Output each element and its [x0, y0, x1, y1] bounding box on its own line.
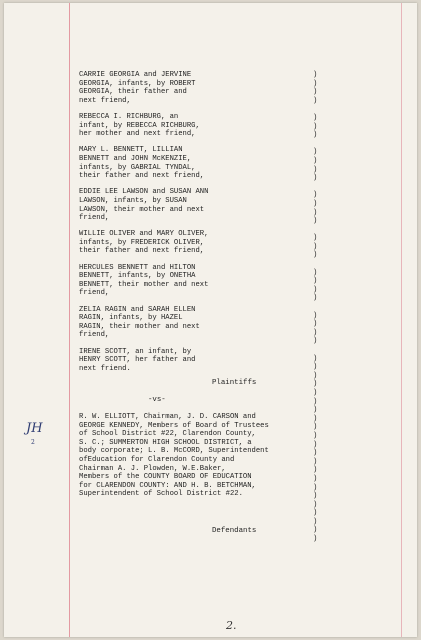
plaintiff-group: MARY L. BENNETT, LILLIAN BENNETT and JOHN McKENZIE, infants, by GABRIAL TYNDAL, their father and next friend, [79, 146, 205, 181]
plaintiffs-list [79, 71, 317, 381]
caption-bracket-column: ) ) ) ) ) ) ) ) ) ) ) ) ) ) ) ) ) ) ) ) ) ) ) ) ) ) ) ) ) ) ) ) ) ) ) ) ) ) ) ) ) ) ) ) ) ) ) ) [313, 71, 318, 544]
left-margin-rule [69, 3, 70, 637]
defendants-list: R. W. ELLIOTT, Chairman, J. D. CARSON and GEORGE KENNEDY, Members of Board of Trustees of School District #22, Clarendon County, S. C.; SUMMERTON HIGH SCHOOL DISTRICT, a body corporate; L. B. McCORD, Superintendent ofEducation for Clarendon County and Chairman A. J. Plowden, W.E.Baker, Members of the COUNTY BOARD OF EDUCATION for CLARENDON COUNTY: AND H. B. BETCHMAN, Superintendent of School District #22. [79, 413, 269, 499]
plaintiff-group: REBECCA I. RICHBURG, an infant, by REBECCA RICHBURG, her mother and next friend, [79, 112, 200, 139]
plaintiffs-label: Plaintiffs [212, 379, 257, 387]
plaintiff-group: WILLIE OLIVER and MARY OLIVER, infants, by FREDERICK OLIVER, their father and next friend, [79, 230, 209, 256]
plaintiff-group: ZELIA RAGIN and SARAH ELLEN RAGIN, infants, by HAZEL RAGIN, their mother and next friend, [79, 305, 200, 340]
right-margin-rule [401, 3, 402, 637]
page-number: 2. [226, 619, 237, 632]
versus-label: -vs- [148, 396, 166, 404]
plaintiff-group: EDDIE LEE LAWSON and SUSAN ANN LAWSON, infants, by SUSAN LAWSON, their mother and next friend, [79, 188, 209, 223]
plaintiff-group: HERCULES BENNETT and HILTON BENNETT, infants, by ONETHA BENNETT, their mother and next friend, [79, 263, 209, 298]
plaintiff-group: CARRIE GEORGIA and JERVINE GEORGIA, infants, by ROBERT GEORGIA, their father and next friend, [79, 71, 196, 105]
document-page [4, 3, 417, 637]
handwritten-initials: JH [26, 421, 43, 436]
handwritten-subscript: 2 [31, 439, 35, 446]
defendants-label: Defendants [212, 527, 257, 535]
plaintiff-group: IRENE SCOTT, an infant, by HENRY SCOTT, her father and next friend. [79, 347, 196, 373]
